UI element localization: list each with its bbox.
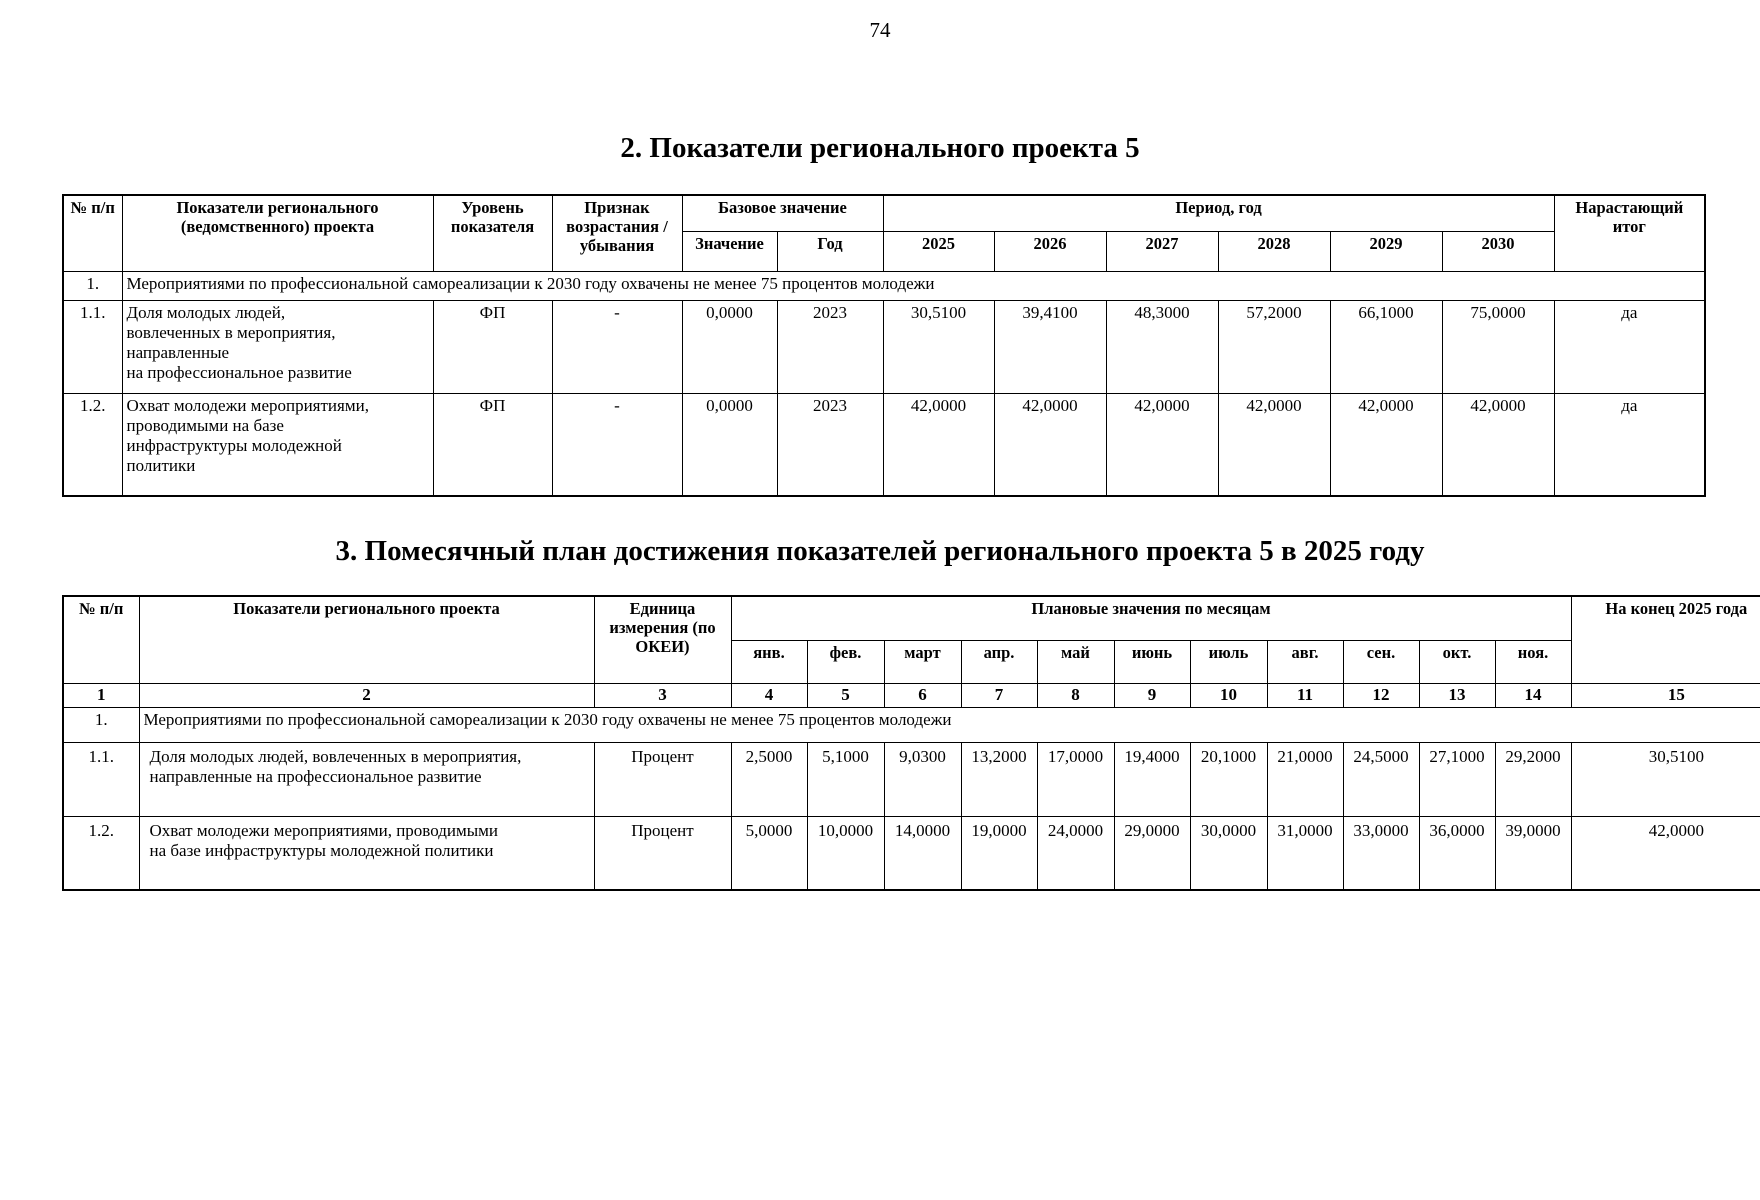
table-row: [63, 816, 1760, 890]
month-value-cell: 13,2000: [961, 742, 1037, 816]
month-value-cell: 24,5000: [1343, 742, 1419, 816]
header-year: 2030: [1442, 231, 1554, 271]
unit-cell: Процент: [594, 742, 731, 816]
column-number: 12: [1343, 683, 1419, 707]
header-year: 2029: [1330, 231, 1442, 271]
sign-cell: -: [552, 300, 682, 393]
year-value-cell: 42,0000: [1442, 393, 1554, 496]
header-indicator: Показатели регионального (ведомственного) проекта: [122, 195, 433, 271]
indicator-line: на базе инфраструктуры молодежной политики: [149, 840, 494, 860]
column-number: 1: [63, 683, 139, 707]
month-value-cell: 39,0000: [1495, 816, 1571, 890]
header-row-1: [63, 596, 1760, 640]
year-value-cell: 42,0000: [1330, 393, 1442, 496]
month-value-cell: 20,1000: [1190, 742, 1267, 816]
column-number: 5: [807, 683, 884, 707]
indicator-name: [139, 742, 594, 816]
column-number: 10: [1190, 683, 1267, 707]
indicator-name: [122, 300, 433, 393]
indicator-line: направленные: [126, 342, 230, 362]
indicator-line: направленные на профессиональное развитие: [149, 766, 482, 786]
month-value-cell: 19,0000: [961, 816, 1037, 890]
table-row: [63, 393, 1705, 496]
column-number: 15: [1571, 683, 1760, 707]
year-value-cell: 57,2000: [1218, 300, 1330, 393]
page-number: 74: [869, 18, 891, 42]
header-year: 2026: [994, 231, 1106, 271]
month-value-cell: 33,0000: [1343, 816, 1419, 890]
year-value-cell: 66,1000: [1330, 300, 1442, 393]
column-number: 4: [731, 683, 807, 707]
level-cell: ФП: [433, 300, 552, 393]
goal-row: [63, 707, 1760, 742]
base-year-cell: 2023: [777, 300, 883, 393]
column-number: 8: [1037, 683, 1114, 707]
column-number: 13: [1419, 683, 1495, 707]
column-number: 3: [594, 683, 731, 707]
row-num: 1.1.: [63, 742, 139, 816]
column-number: 7: [961, 683, 1037, 707]
base-value-cell: 0,0000: [682, 300, 777, 393]
header-period: Период, год: [883, 195, 1554, 231]
column-number: 11: [1267, 683, 1343, 707]
month-value-cell: 5,1000: [807, 742, 884, 816]
indicator-line: проводимыми на базе: [126, 415, 284, 435]
section-2-title: 2. Показатели регионального проекта 5: [620, 132, 1140, 164]
row-num: 1.2.: [63, 393, 122, 496]
indicator-line: Доля молодых людей,: [126, 302, 286, 322]
month-value-cell: 2,5000: [731, 742, 807, 816]
indicator-name: [139, 816, 594, 890]
month-value-cell: 30,0000: [1190, 816, 1267, 890]
month-value-cell: 21,0000: [1267, 742, 1343, 816]
level-cell: ФП: [433, 393, 552, 496]
cumulative-cell: да: [1554, 300, 1705, 393]
month-value-cell: 27,1000: [1419, 742, 1495, 816]
indicator-line: вовлеченных в мероприятия,: [126, 322, 336, 342]
indicator-line: инфраструктуры молодежной: [126, 435, 342, 455]
month-value-cell: 29,0000: [1114, 816, 1190, 890]
header-month: авг.: [1267, 640, 1343, 683]
header-month: май: [1037, 640, 1114, 683]
table-row: [63, 300, 1705, 393]
base-value-cell: 0,0000: [682, 393, 777, 496]
header-year: 2028: [1218, 231, 1330, 271]
header-month: янв.: [731, 640, 807, 683]
goal-row: [63, 271, 1705, 300]
header-num: № п/п: [63, 596, 139, 683]
year-value-cell: 30,5100: [883, 300, 994, 393]
header-year: 2025: [883, 231, 994, 271]
header-month: июль: [1190, 640, 1267, 683]
column-number: 6: [884, 683, 961, 707]
table-row: [63, 742, 1760, 816]
header-month: июнь: [1114, 640, 1190, 683]
column-number: 14: [1495, 683, 1571, 707]
row-num: 1.1.: [63, 300, 122, 393]
regional-project-indicators-table: [62, 194, 1706, 497]
year-value-cell: 42,0000: [883, 393, 994, 496]
month-value-cell: 10,0000: [807, 816, 884, 890]
month-value-cell: 5,0000: [731, 816, 807, 890]
base-year-cell: 2023: [777, 393, 883, 496]
month-value-cell: 17,0000: [1037, 742, 1114, 816]
header-num: № п/п: [63, 195, 122, 271]
month-value-cell: 9,0300: [884, 742, 961, 816]
header-indicator: Показатели регионального проекта: [139, 596, 594, 683]
month-value-cell: 31,0000: [1267, 816, 1343, 890]
header-month: ноя.: [1495, 640, 1571, 683]
header-base-year: Год: [777, 231, 883, 271]
year-value-cell: 48,3000: [1106, 300, 1218, 393]
header-end-of-year: На конец 2025 года: [1571, 596, 1760, 683]
header-month: апр.: [961, 640, 1037, 683]
year-value-cell: 42,0000: [994, 393, 1106, 496]
header-cumulative: Нарастающий итог: [1554, 195, 1705, 271]
goal-num: 1.: [63, 707, 139, 742]
header-month: окт.: [1419, 640, 1495, 683]
year-value-cell: 42,0000: [1106, 393, 1218, 496]
header-month: сен.: [1343, 640, 1419, 683]
header-year: 2027: [1106, 231, 1218, 271]
header-base-value: Значение: [682, 231, 777, 271]
sign-cell: -: [552, 393, 682, 496]
indicator-line: Доля молодых людей, вовлеченных в мероприятия,: [149, 746, 522, 766]
header-row-1: [63, 195, 1705, 231]
year-value-cell: 39,4100: [994, 300, 1106, 393]
header-level: Уровень показателя: [433, 195, 552, 271]
header-sign: Признак возрастания / убывания: [552, 195, 682, 271]
monthly-plan-table: [62, 595, 1760, 891]
indicator-line: Охват молодежи мероприятиями,: [126, 395, 369, 415]
indicator-name: [122, 393, 433, 496]
month-value-cell: 36,0000: [1419, 816, 1495, 890]
indicator-line: Охват молодежи мероприятиями, проводимыми: [149, 820, 498, 840]
month-value-cell: 19,4000: [1114, 742, 1190, 816]
month-value-cell: 14,0000: [884, 816, 961, 890]
unit-cell: Процент: [594, 816, 731, 890]
goal-text: Мероприятиями по профессиональной самореализации к 2030 году охвачены не менее 75 процентов молодежи: [122, 271, 1705, 300]
end-value-cell: 42,0000: [1571, 816, 1760, 890]
indicator-line: политики: [126, 455, 196, 475]
column-number: 9: [1114, 683, 1190, 707]
indicator-line: на профессиональное развитие: [126, 362, 352, 382]
header-planned: Плановые значения по месяцам: [731, 596, 1571, 640]
goal-num: 1.: [63, 271, 122, 300]
header-month: фев.: [807, 640, 884, 683]
column-number-row: [63, 683, 1760, 707]
cumulative-cell: да: [1554, 393, 1705, 496]
header-month: март: [884, 640, 961, 683]
goal-text: Мероприятиями по профессиональной самореализации к 2030 году охвачены не менее 75 процентов молодежи: [139, 707, 1760, 742]
year-value-cell: 75,0000: [1442, 300, 1554, 393]
end-value-cell: 30,5100: [1571, 742, 1760, 816]
year-value-cell: 42,0000: [1218, 393, 1330, 496]
month-value-cell: 29,2000: [1495, 742, 1571, 816]
row-num: 1.2.: [63, 816, 139, 890]
section-3-title: 3. Помесячный план достижения показателей регионального проекта 5 в 2025 году: [335, 535, 1425, 567]
month-value-cell: 24,0000: [1037, 816, 1114, 890]
header-base: Базовое значение: [682, 195, 883, 231]
column-number: 2: [139, 683, 594, 707]
header-unit: Единица измерения (по ОКЕИ): [594, 596, 731, 683]
